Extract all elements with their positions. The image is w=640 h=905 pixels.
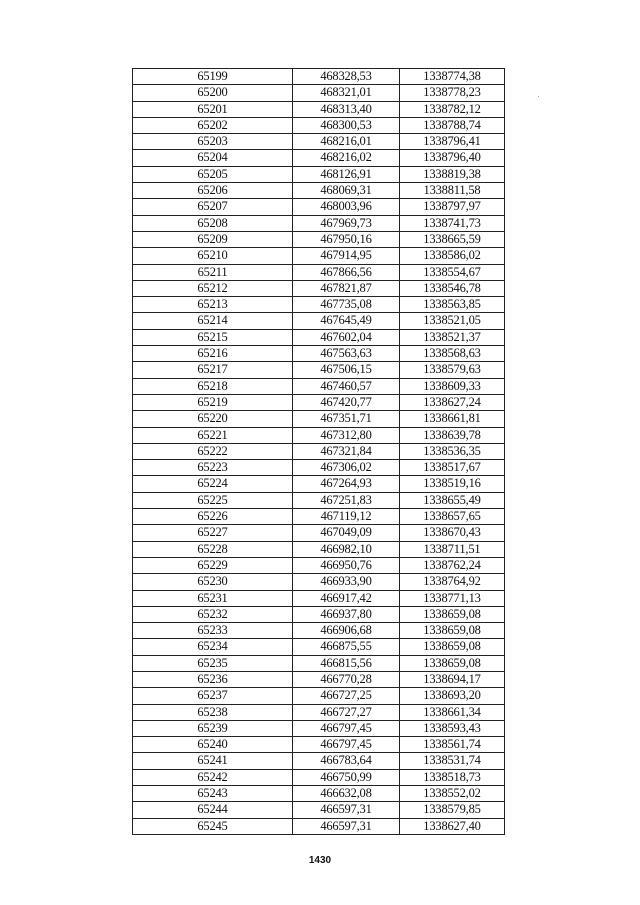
point-number-cell: 65232	[133, 606, 293, 622]
x-coordinate-cell: 466597,31	[293, 802, 400, 818]
table-row	[133, 688, 505, 704]
x-coordinate-cell: 468321,01	[293, 85, 400, 101]
point-number-cell: 65240	[133, 737, 293, 753]
point-number-cell: 65241	[133, 753, 293, 769]
point-number-cell: 65218	[133, 378, 293, 394]
y-coordinate-cell: 1338811,58	[400, 183, 505, 199]
table-row	[133, 574, 505, 590]
x-coordinate-cell: 467914,95	[293, 248, 400, 264]
table-row	[133, 248, 505, 264]
y-coordinate-cell: 1338627,24	[400, 394, 505, 410]
point-number-cell: 65211	[133, 264, 293, 280]
table-row	[133, 753, 505, 769]
x-coordinate-cell: 466982,10	[293, 541, 400, 557]
point-number-cell: 65222	[133, 443, 293, 459]
table-row	[133, 411, 505, 427]
table-row	[133, 117, 505, 133]
x-coordinate-cell: 467735,08	[293, 297, 400, 313]
y-coordinate-cell: 1338593,43	[400, 720, 505, 736]
table-row	[133, 427, 505, 443]
y-coordinate-cell: 1338665,59	[400, 231, 505, 247]
y-coordinate-cell: 1338659,08	[400, 606, 505, 622]
y-coordinate-cell: 1338659,08	[400, 623, 505, 639]
table-row	[133, 346, 505, 362]
table-row	[133, 183, 505, 199]
x-coordinate-cell: 466937,80	[293, 606, 400, 622]
x-coordinate-cell: 466727,25	[293, 688, 400, 704]
y-coordinate-cell: 1338670,43	[400, 525, 505, 541]
x-coordinate-cell: 466750,99	[293, 769, 400, 785]
point-number-cell: 65238	[133, 704, 293, 720]
x-coordinate-cell: 467420,77	[293, 394, 400, 410]
table-row	[133, 509, 505, 525]
y-coordinate-cell: 1338819,38	[400, 166, 505, 182]
x-coordinate-cell: 467645,49	[293, 313, 400, 329]
table-row	[133, 150, 505, 166]
y-coordinate-cell: 1338521,37	[400, 329, 505, 345]
point-number-cell: 65243	[133, 786, 293, 802]
y-coordinate-cell: 1338796,41	[400, 134, 505, 150]
y-coordinate-cell: 1338552,02	[400, 786, 505, 802]
point-number-cell: 65209	[133, 231, 293, 247]
x-coordinate-cell: 468328,53	[293, 69, 400, 85]
x-coordinate-cell: 467460,57	[293, 378, 400, 394]
point-number-cell: 65217	[133, 362, 293, 378]
y-coordinate-cell: 1338693,20	[400, 688, 505, 704]
point-number-cell: 65245	[133, 818, 293, 834]
table-row	[133, 737, 505, 753]
x-coordinate-cell: 467312,80	[293, 427, 400, 443]
point-number-cell: 65212	[133, 280, 293, 296]
point-number-cell: 65226	[133, 509, 293, 525]
x-coordinate-cell: 468003,96	[293, 199, 400, 215]
table-row	[133, 786, 505, 802]
x-coordinate-cell: 468313,40	[293, 101, 400, 117]
y-coordinate-cell: 1338519,16	[400, 476, 505, 492]
table-row	[133, 85, 505, 101]
point-number-cell: 65202	[133, 117, 293, 133]
x-coordinate-cell: 467306,02	[293, 460, 400, 476]
y-coordinate-cell: 1338531,74	[400, 753, 505, 769]
point-number-cell: 65223	[133, 460, 293, 476]
y-coordinate-cell: 1338764,92	[400, 574, 505, 590]
table-row	[133, 802, 505, 818]
y-coordinate-cell: 1338659,08	[400, 639, 505, 655]
x-coordinate-cell: 467563,63	[293, 346, 400, 362]
y-coordinate-cell: 1338659,08	[400, 655, 505, 671]
table-row	[133, 297, 505, 313]
x-coordinate-cell: 468216,01	[293, 134, 400, 150]
point-number-cell: 65207	[133, 199, 293, 215]
table-row	[133, 394, 505, 410]
point-number-cell: 65205	[133, 166, 293, 182]
table-row	[133, 623, 505, 639]
y-coordinate-cell: 1338782,12	[400, 101, 505, 117]
x-coordinate-cell: 467950,16	[293, 231, 400, 247]
point-number-cell: 65234	[133, 639, 293, 655]
point-number-cell: 65242	[133, 769, 293, 785]
point-number-cell: 65239	[133, 720, 293, 736]
point-number-cell: 65199	[133, 69, 293, 85]
x-coordinate-cell: 466815,56	[293, 655, 400, 671]
table-row	[133, 818, 505, 834]
y-coordinate-cell: 1338563,85	[400, 297, 505, 313]
table-row	[133, 443, 505, 459]
table-row	[133, 166, 505, 182]
table-row	[133, 264, 505, 280]
y-coordinate-cell: 1338518,73	[400, 769, 505, 785]
x-coordinate-cell: 466770,28	[293, 671, 400, 687]
table-row	[133, 215, 505, 231]
x-coordinate-cell: 466632,08	[293, 786, 400, 802]
y-coordinate-cell: 1338517,67	[400, 460, 505, 476]
table-row	[133, 655, 505, 671]
x-coordinate-cell: 466933,90	[293, 574, 400, 590]
point-number-cell: 65244	[133, 802, 293, 818]
y-coordinate-cell: 1338788,74	[400, 117, 505, 133]
x-coordinate-cell: 467049,09	[293, 525, 400, 541]
point-number-cell: 65224	[133, 476, 293, 492]
y-coordinate-cell: 1338661,34	[400, 704, 505, 720]
x-coordinate-cell: 466917,42	[293, 590, 400, 606]
x-coordinate-cell: 466950,76	[293, 557, 400, 573]
point-number-cell: 65229	[133, 557, 293, 573]
table-row	[133, 769, 505, 785]
x-coordinate-cell: 468069,31	[293, 183, 400, 199]
point-number-cell: 65208	[133, 215, 293, 231]
page-number: 1430	[308, 855, 332, 866]
y-coordinate-cell: 1338586,02	[400, 248, 505, 264]
y-coordinate-cell: 1338797,97	[400, 199, 505, 215]
x-coordinate-cell: 467821,87	[293, 280, 400, 296]
table-row	[133, 362, 505, 378]
x-coordinate-cell: 466727,27	[293, 704, 400, 720]
coordinates-table	[132, 68, 505, 835]
point-number-cell: 65230	[133, 574, 293, 590]
table-row	[133, 606, 505, 622]
x-coordinate-cell: 466797,45	[293, 737, 400, 753]
point-number-cell: 65237	[133, 688, 293, 704]
point-number-cell: 65219	[133, 394, 293, 410]
scan-speck	[538, 96, 539, 97]
point-number-cell: 65221	[133, 427, 293, 443]
point-number-cell: 65220	[133, 411, 293, 427]
table-row	[133, 671, 505, 687]
table-row	[133, 134, 505, 150]
table-row	[133, 557, 505, 573]
x-coordinate-cell: 468300,53	[293, 117, 400, 133]
point-number-cell: 65228	[133, 541, 293, 557]
table-row	[133, 69, 505, 85]
point-number-cell: 65213	[133, 297, 293, 313]
table-row	[133, 720, 505, 736]
y-coordinate-cell: 1338778,23	[400, 85, 505, 101]
y-coordinate-cell: 1338579,63	[400, 362, 505, 378]
point-number-cell: 65210	[133, 248, 293, 264]
table-row	[133, 231, 505, 247]
point-number-cell: 65204	[133, 150, 293, 166]
point-number-cell: 65236	[133, 671, 293, 687]
table-row	[133, 525, 505, 541]
y-coordinate-cell: 1338627,40	[400, 818, 505, 834]
x-coordinate-cell: 468216,02	[293, 150, 400, 166]
y-coordinate-cell: 1338661,81	[400, 411, 505, 427]
x-coordinate-cell: 466906,68	[293, 623, 400, 639]
coordinates-table-body	[133, 69, 505, 835]
y-coordinate-cell: 1338546,78	[400, 280, 505, 296]
table-row	[133, 639, 505, 655]
x-coordinate-cell: 467119,12	[293, 509, 400, 525]
x-coordinate-cell: 467866,56	[293, 264, 400, 280]
point-number-cell: 65214	[133, 313, 293, 329]
x-coordinate-cell: 468126,91	[293, 166, 400, 182]
y-coordinate-cell: 1338639,78	[400, 427, 505, 443]
y-coordinate-cell: 1338774,38	[400, 69, 505, 85]
x-coordinate-cell: 466783,64	[293, 753, 400, 769]
x-coordinate-cell: 466875,55	[293, 639, 400, 655]
y-coordinate-cell: 1338554,67	[400, 264, 505, 280]
point-number-cell: 65216	[133, 346, 293, 362]
table-row	[133, 101, 505, 117]
table-row	[133, 704, 505, 720]
table-row	[133, 378, 505, 394]
table-row	[133, 492, 505, 508]
y-coordinate-cell: 1338536,35	[400, 443, 505, 459]
point-number-cell: 65206	[133, 183, 293, 199]
y-coordinate-cell: 1338655,49	[400, 492, 505, 508]
y-coordinate-cell: 1338561,74	[400, 737, 505, 753]
y-coordinate-cell: 1338568,63	[400, 346, 505, 362]
x-coordinate-cell: 467264,93	[293, 476, 400, 492]
table-row	[133, 460, 505, 476]
x-coordinate-cell: 467602,04	[293, 329, 400, 345]
table-row	[133, 590, 505, 606]
table-row	[133, 199, 505, 215]
point-number-cell: 65201	[133, 101, 293, 117]
x-coordinate-cell: 466797,45	[293, 720, 400, 736]
table-row	[133, 476, 505, 492]
x-coordinate-cell: 467351,71	[293, 411, 400, 427]
point-number-cell: 65203	[133, 134, 293, 150]
y-coordinate-cell: 1338762,24	[400, 557, 505, 573]
x-coordinate-cell: 467321,84	[293, 443, 400, 459]
point-number-cell: 65235	[133, 655, 293, 671]
y-coordinate-cell: 1338609,33	[400, 378, 505, 394]
y-coordinate-cell: 1338741,73	[400, 215, 505, 231]
y-coordinate-cell: 1338579,85	[400, 802, 505, 818]
y-coordinate-cell: 1338771,13	[400, 590, 505, 606]
y-coordinate-cell: 1338796,40	[400, 150, 505, 166]
point-number-cell: 65215	[133, 329, 293, 345]
x-coordinate-cell: 467969,73	[293, 215, 400, 231]
point-number-cell: 65200	[133, 85, 293, 101]
point-number-cell: 65227	[133, 525, 293, 541]
y-coordinate-cell: 1338694,17	[400, 671, 505, 687]
x-coordinate-cell: 467251,83	[293, 492, 400, 508]
x-coordinate-cell: 466597,31	[293, 818, 400, 834]
point-number-cell: 65231	[133, 590, 293, 606]
table-row	[133, 280, 505, 296]
x-coordinate-cell: 467506,15	[293, 362, 400, 378]
table-row	[133, 329, 505, 345]
point-number-cell: 65225	[133, 492, 293, 508]
y-coordinate-cell: 1338711,51	[400, 541, 505, 557]
table-row	[133, 541, 505, 557]
y-coordinate-cell: 1338657,65	[400, 509, 505, 525]
y-coordinate-cell: 1338521,05	[400, 313, 505, 329]
point-number-cell: 65233	[133, 623, 293, 639]
table-row	[133, 313, 505, 329]
